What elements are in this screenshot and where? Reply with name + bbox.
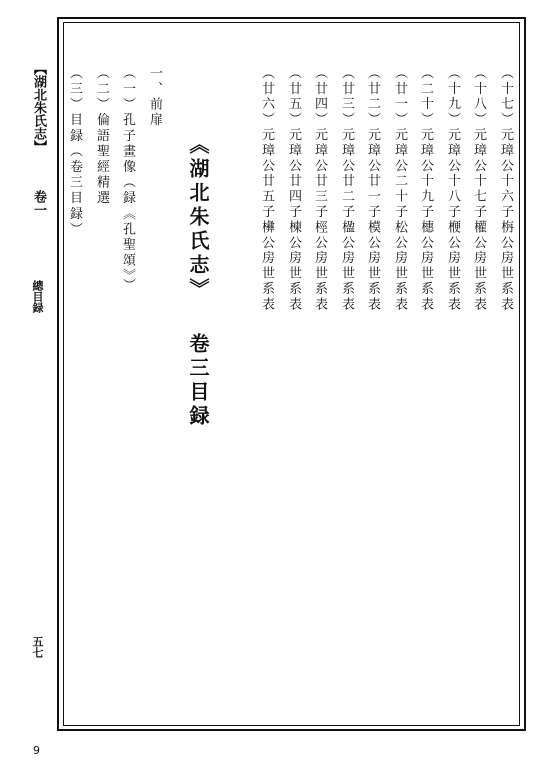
toc-item-4: （三）目録（卷三目録） — [67, 66, 82, 238]
entry-17: （十七）元璋公十六子栴公房世系表 — [498, 66, 513, 313]
entry-24: （廿四）元璋公廿三子桱公房世系表 — [312, 66, 327, 313]
toc-item-2: （一）孔子畫像（録《孔聖頌》） — [120, 66, 135, 294]
side-book-title: 【湖北朱氏志】 — [31, 62, 46, 153]
chapter-title: 卷三目録 — [186, 333, 210, 429]
toc-item-3: （二）倫語聖經精選 — [94, 66, 109, 207]
side-page-folio: 五七 — [31, 636, 44, 658]
entry-18: （十八）元璋公十七子權公房世系表 — [471, 66, 486, 313]
entry-25: （廿五）元璋公廿四子楝公房世系表 — [286, 66, 301, 313]
entry-22: （廿二）元璋公廿一子模公房世系表 — [365, 66, 380, 313]
entry-20: （二十）元璋公十九子橞公房世系表 — [418, 66, 433, 313]
entry-19: （十九）元璋公十八子楩公房世系表 — [445, 66, 460, 313]
side-volume: 卷一 — [31, 190, 46, 216]
side-section: 總目録 — [31, 280, 44, 313]
entry-26: （廿六）元璋公廿五子㰘公房世系表 — [259, 66, 274, 313]
entry-23: （廿三）元璋公廿二子楹公房世系表 — [339, 66, 354, 313]
entry-21: （廿一）元璋公二十子松公房世系表 — [392, 66, 407, 313]
toc-item-1: 一、前扉 — [147, 66, 162, 129]
book-title: 《湖北朱氏志》 — [186, 134, 210, 302]
page-number: 9 — [33, 744, 40, 757]
